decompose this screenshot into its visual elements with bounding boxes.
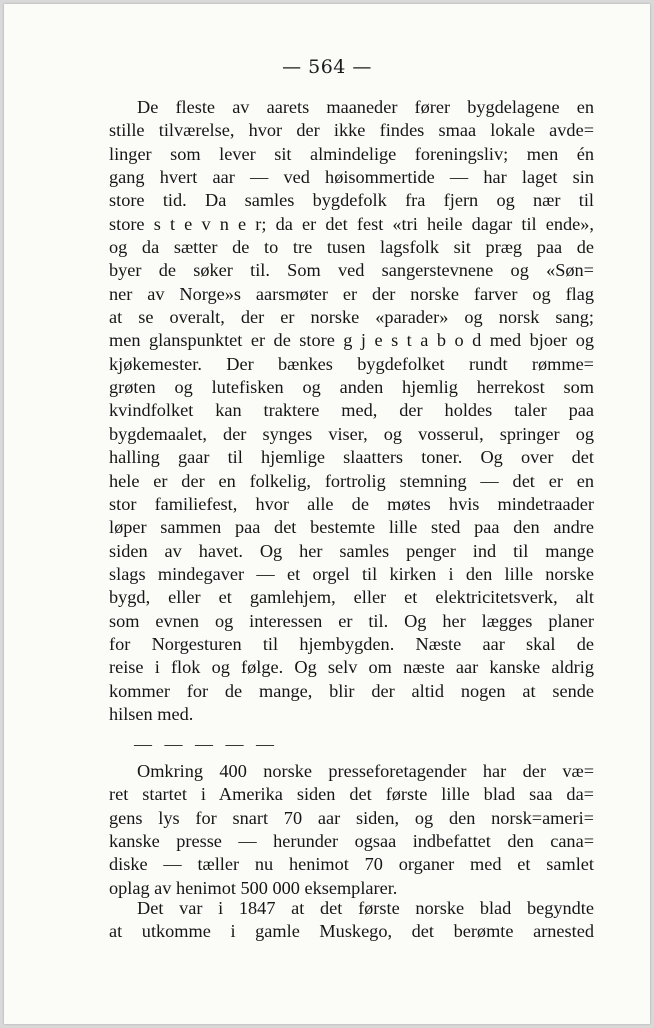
text-line: hele er der en folkelig, fortrolig stemning — det er en <box>109 470 594 491</box>
text-line: som evnen og interessen er til. Og her lægges planer <box>109 610 594 631</box>
text-line: store s t e v n e r; da er det fest «tri heile dagar til ende», <box>109 213 594 234</box>
paragraph-presse <box>109 760 594 900</box>
text-line: ner av Norge»s aarsmøter er der norske farver og flag <box>109 283 594 304</box>
section-separator: — — — — — <box>134 734 278 754</box>
text-line: ret startet i Amerika siden det første lille blad saa da= <box>109 784 594 805</box>
text-line: grøten og lutefisken og anden hjemlig herrekost som <box>109 377 594 398</box>
book-page <box>4 4 650 1024</box>
text-line: stor familiefest, hvor alle de møtes hvis mindetraader <box>109 493 594 514</box>
text-line: kanske presse — herunder ogsaa indbefattet den cana= <box>109 831 594 852</box>
text-line: Omkring 400 norske presseforetagender har der væ= <box>137 761 594 781</box>
text-line: kommer for de mange, blir der altid nogen at sende <box>109 680 594 701</box>
page-number: — 564 — <box>282 56 372 78</box>
text-line: gang hvert aar — ved høisommertide — har laget sin <box>109 167 594 188</box>
text-line: linger som lever sit almindelige foreningsliv; men én <box>109 143 594 164</box>
text-line: reise i flok og følge. Og selv om næste aar kanske aldrig <box>109 657 594 678</box>
text-line: hilsen med. <box>109 703 194 724</box>
paragraph-muskego <box>109 897 594 944</box>
text-line: bygdemaalet, der synges viser, og vosserul, springer og <box>109 423 594 444</box>
text-line: at utkomme i gamle Muskego, det berømte arnested <box>109 921 594 942</box>
text-line: og da sætter de to tre tusen lagsfolk sit præg paa de <box>109 237 594 258</box>
text-line: siden av havet. Og her samles penger ind til mange <box>109 540 594 561</box>
paragraph-bygdelag <box>109 96 594 726</box>
text-line: at se overalt, der er norske «parader» og norsk sang; <box>109 307 594 328</box>
text-line: De fleste av aarets maaneder fører bygdelagene en <box>137 97 594 117</box>
text-line: for Norgesturen til hjembygden. Næste aar skal de <box>109 633 594 654</box>
text-line: slags mindegaver — et orgel til kirken i den lille norske <box>109 563 594 584</box>
text-line: løper sammen paa det bestemte lille sted paa den andre <box>109 517 594 538</box>
text-line: Det var i 1847 at det første norske blad begyndte <box>137 898 594 918</box>
text-line: byer de søker til. Som ved sangerstevnene og «Søn= <box>109 260 594 281</box>
text-line: men glanspunktet er de store g j e s t a b o d med bjoer og <box>109 330 594 351</box>
text-line: kjøkemester. Der bænkes bygdefolket rundt rømme= <box>109 353 594 374</box>
text-line: store tid. Da samles bygdefolk fra fjern og nær til <box>109 190 594 211</box>
text-line: oplag av henimot 500 000 eksemplarer. <box>109 877 398 898</box>
text-line: diske — tæller nu henimot 70 organer med et samlet <box>109 854 594 875</box>
text-line: bygd, eller et gamlehjem, eller et elektricitetsverk, alt <box>109 587 594 608</box>
text-line: gens lys for snart 70 aar siden, og den norsk=ameri= <box>109 807 594 828</box>
text-line: stille tilværelse, hvor der ikke findes smaa lokale avde= <box>109 120 594 141</box>
text-line: halling gaar til hjemlige slaatters toner. Og over det <box>109 447 594 468</box>
text-line: kvindfolket kan traktere med, der holdes taler paa <box>109 400 594 421</box>
